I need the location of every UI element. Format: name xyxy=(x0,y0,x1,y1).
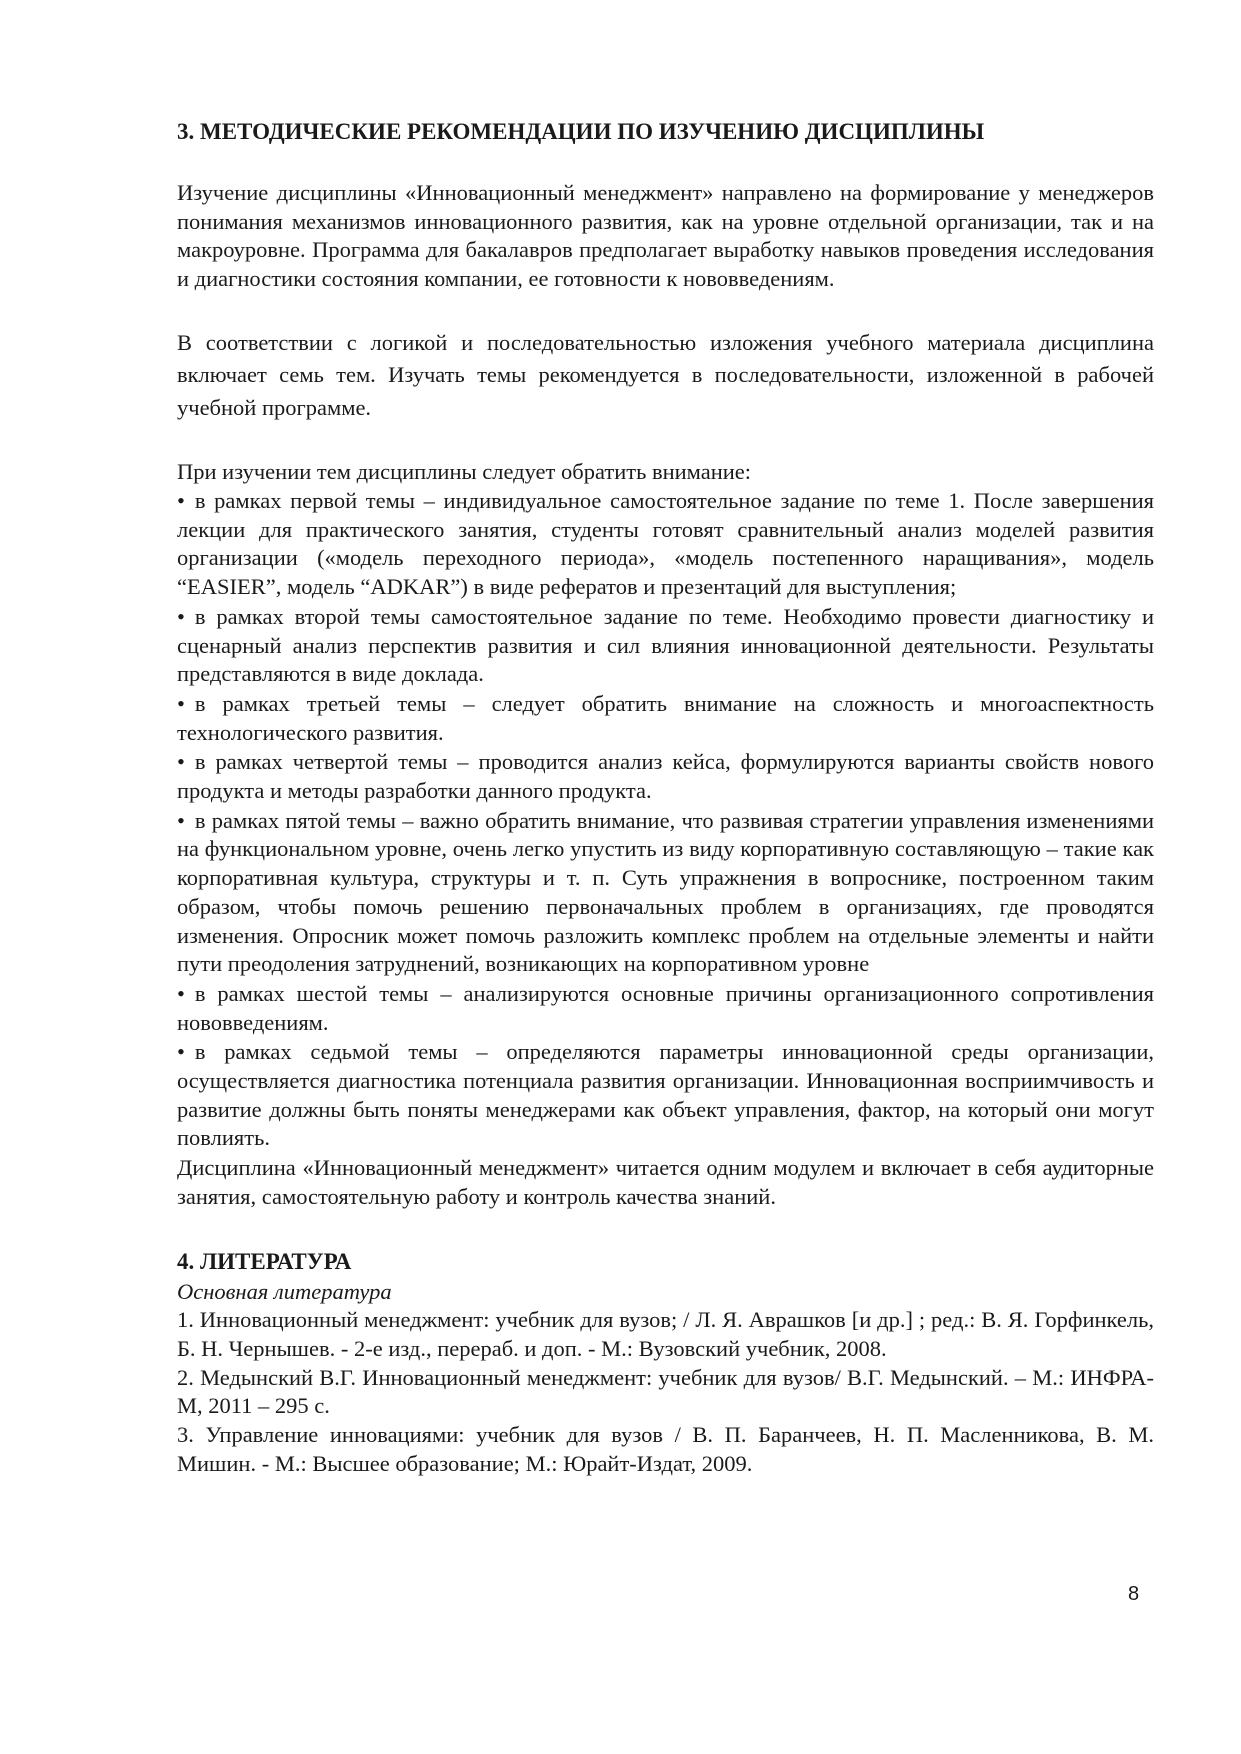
list-item xyxy=(177,807,1154,979)
topic-bullet-list xyxy=(177,487,1154,1153)
list-item xyxy=(177,980,1154,1037)
logic-paragraph: В соответствии с логикой и последовательностью изложения учебного материала дисциплина включает семь тем. Изучать темы рекомендуется в последовательности, изложенной в рабочей учебной программе. xyxy=(177,329,1154,420)
intro-paragraph: Изучение дисциплины «Инновационный менеджмент» направлено на формирование у менеджеров понимания механизмов инновационного развития, как на уровне отдельной организации, так и на макроуровне. Программа для бакалавров предполагает выработку навыков проведения исследования и диагностики состояния компании, ее готовности к нововведениям. xyxy=(177,180,1154,292)
list-item xyxy=(177,690,1154,747)
bullet-icon: • xyxy=(177,807,185,833)
reference-item: 2. Медынский В.Г. Инновационный менеджмент: учебник для вузов/ В.Г. Медынский. – М.: ИНФРА-М, 2011 – 295 с. xyxy=(177,1364,1154,1419)
bullet-icon: • xyxy=(177,749,185,775)
section-4-heading: 4. ЛИТЕРАТУРА xyxy=(177,1248,352,1274)
reference-list xyxy=(177,1306,1154,1478)
document-page xyxy=(177,118,1154,1479)
bullet-icon: • xyxy=(177,980,185,1006)
list-lead-paragraph: При изучении тем дисциплины следует обратить внимание: xyxy=(177,459,752,485)
list-item-text: в рамках пятой темы – важно обратить внимание, что развивая стратегии управления изменениями на функциональном уровне, очень легко упустить из виду корпоративную составляющую – такие как корпоративная культура, структуры и т. п. Суть упражнения в вопроснике, построенном таким образом, чтобы помочь решению первоначальных проблем в организациях, где проводятся изменения. Опросник может помочь разложить комплекс проблем на отдельные элементы и найти пути преодоления затруднений, возникающих на корпоративном уровне xyxy=(177,807,1154,977)
list-item-text: в рамках шестой темы – анализируются основные причины организационного сопротивления нововведениям. xyxy=(177,980,1154,1035)
bullet-icon: • xyxy=(177,488,185,514)
list-item xyxy=(177,1038,1154,1153)
list-item-text: в рамках третьей темы – следует обратить внимание на сложность и многоаспектность технологического развития. xyxy=(177,690,1154,745)
list-item xyxy=(177,748,1154,805)
page-number: 8 xyxy=(1128,1583,1140,1605)
literature-subheading: Основная литература xyxy=(177,1278,392,1304)
list-item-text: в рамках второй темы самостоятельное задание по теме. Необходимо провести диагностику и сценарный анализ перспектив развития и сил влияния инновационной деятельности. Результаты представляются в виде доклада. xyxy=(177,603,1154,687)
list-item xyxy=(177,603,1154,689)
reference-item: 3. Управление инновациями: учебник для вузов / В. П. Баранчеев, Н. П. Масленникова, В. М. Мишин. - М.: Высшее образование; М.: Юрайт-Издат, 2009. xyxy=(177,1422,1154,1476)
list-item-text: в рамках первой темы – индивидуальное самостоятельное задание по теме 1. После завершения лекции для практического занятия, студенты готовят сравнительный анализ моделей развития организации («модель переходного периода», «модель постепенного наращивания», модель “EASIER”, модель “ADKAR”) в виде рефератов и презентаций для выступления; xyxy=(177,488,1154,600)
list-item xyxy=(177,487,1154,602)
list-item-text: в рамках четвертой темы – проводится анализ кейса, формулируются варианты свойств нового продукта и методы разработки данного продукта. xyxy=(177,749,1154,804)
closing-paragraph: Дисциплина «Инновационный менеджмент» читается одним модулем и включает в себя аудиторные занятия, самостоятельную работу и контроль качества знаний. xyxy=(177,1155,1154,1209)
list-item-text: в рамках седьмой темы – определяются параметры инновационной среды организации, осуществляется диагностика потенциала развития организации. Инновационная восприимчивость и развитие должны быть поняты менеджерами как объект управления, фактор, на который они могут повлиять. xyxy=(177,1039,1154,1151)
bullet-icon: • xyxy=(177,1039,185,1065)
bullet-icon: • xyxy=(177,690,185,716)
reference-item: 1. Инновационный менеджмент: учебник для вузов; / Л. Я. Аврашков [и др.] ; ред.: В. Я. Горфинкель, Б. Н. Чернышев. - 2-е изд., перераб. и доп. - М.: Вузовский учебник, 2008. xyxy=(177,1307,1154,1361)
section-3-heading: 3. МЕТОДИЧЕСКИЕ РЕКОМЕНДАЦИИ ПО ИЗУЧЕНИЮ ДИСЦИПЛИНЫ xyxy=(177,119,985,144)
bullet-icon: • xyxy=(177,603,185,629)
